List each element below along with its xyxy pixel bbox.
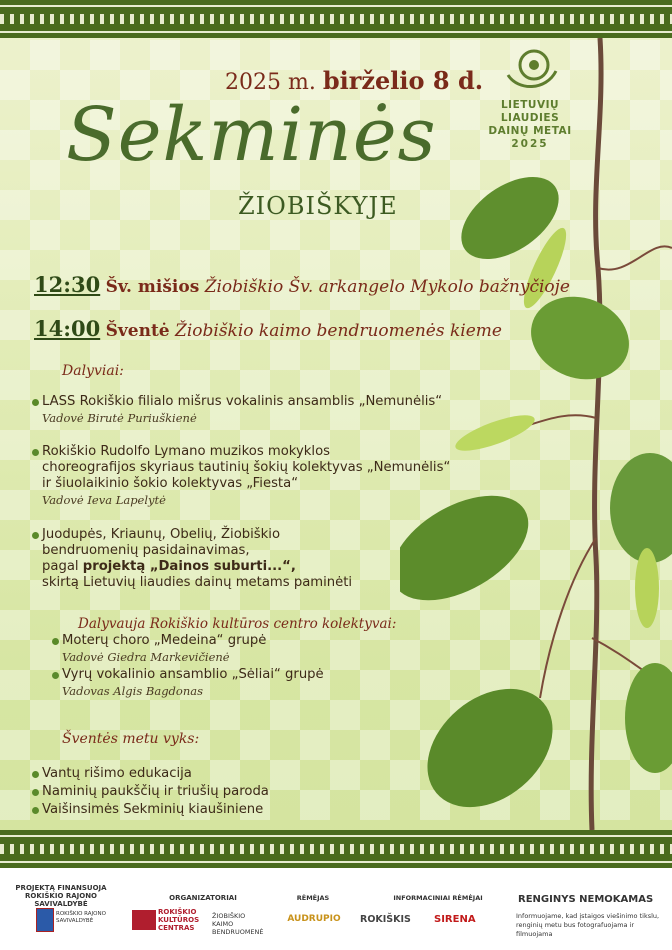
logo-line2: DAINŲ METAI: [488, 125, 572, 137]
activity-text: Vaišinsimės Sekminių kiaušiniene: [42, 802, 264, 817]
centre-item: [52, 667, 324, 699]
participant-lead: Vadovė Ieva Lapelytė: [42, 493, 166, 507]
date-day: birželio 8 d.: [322, 66, 484, 95]
participant-lead: Vadovė Birutė Puriuškienė: [42, 411, 197, 425]
funder-label: PROJEKTĄ FINANSUOJA: [15, 884, 107, 892]
participant-item: [32, 444, 450, 508]
project-name: projektą „Dainos suburti...“,: [82, 559, 296, 574]
sponsor-logo: AUDRUPIO: [287, 914, 341, 924]
centre-line: Moterų choro „Medeina“ grupė: [62, 633, 267, 648]
culture-centre-logo-icon: [132, 910, 156, 930]
event-title: Sekminės: [66, 92, 437, 178]
participant-line: LASS Rokiškio filialo mišrus vokalinis ansamblis „Nemunėlis“: [42, 394, 443, 409]
participant-item: [32, 394, 442, 426]
schedule-event: Šventė: [105, 321, 170, 341]
organizer-culture-centre: ROKIŠKIO KULTŪROS CENTRAS: [158, 908, 200, 932]
logo-line3: 2025: [511, 138, 549, 150]
bird-logo-icon: [500, 45, 560, 95]
activities-heading: Šventės metu vyks:: [62, 731, 200, 747]
media-logo-rokiskis: ROKIŠKIS: [360, 914, 411, 925]
participant-line: choreografijos skyriaus tautinių šokių kolektyvas „Nemunėlis“: [42, 460, 451, 475]
event-village: ŽIOBIŠKYJE: [238, 192, 398, 220]
bottom-ornament-band: [0, 830, 672, 868]
birch-branch-illustration: [400, 38, 672, 830]
sponsor-label: RĖMĖJAS: [296, 894, 330, 902]
activity-text: Vantų rišimo edukacija: [42, 766, 192, 781]
activity-text: Naminių paukščių ir triušių paroda: [42, 784, 269, 799]
sponsor-footer: [0, 868, 672, 950]
free-event-label: RENGINYS NEMOKAMAS: [518, 894, 654, 905]
funder-name: ROKIŠKIO RAJONO SAVIVALDYBĖ: [25, 892, 97, 908]
centre-lead: Vadovas Algis Bagdonas: [62, 684, 203, 698]
municipality-logo-text: ROKIŠKIO RAJONO SAVIVALDYBĖ: [56, 911, 106, 924]
municipality-crest-icon: [36, 908, 54, 932]
schedule-place: Žiobiškio kaimo bendruomenės kieme: [175, 321, 502, 341]
activity-item: [32, 784, 269, 800]
activity-item: [32, 766, 192, 782]
schedule-place: Žiobiškio Šv. arkangelo Mykolo bažnyčioje: [204, 277, 570, 297]
schedule-time: 12:30: [34, 272, 101, 297]
event-date: [225, 66, 483, 95]
date-year: 2025 m.: [225, 70, 316, 95]
photo-notice: Informuojame, kad įstaigos viešinimo tikslu, renginių metu bus fotografuojama ir filmuojama: [516, 912, 660, 938]
participants-heading: Dalyviai:: [62, 363, 124, 379]
schedule-item: [34, 316, 502, 341]
song-year-logo: [470, 45, 590, 151]
participant-line: skirtą Lietuvių liaudies dainų metams paminėti: [42, 575, 353, 590]
participant-item: [32, 527, 352, 591]
participant-line: pagal: [42, 559, 79, 574]
schedule-event: Šv. mišios: [105, 277, 200, 297]
schedule-time: 14:00: [34, 316, 101, 341]
participant-line: bendruomenių pasidainavimas,: [42, 543, 250, 558]
media-logo-sirena: SIRENA: [434, 914, 476, 925]
participant-line: ir šiuolaikinio šokio kolektyvas „Fiesta“: [42, 476, 299, 491]
logo-line1: LIETUVIŲ LIAUDIES: [500, 99, 560, 124]
centre-line: Vyrų vokalinio ansamblio „Sėliai“ grupė: [62, 667, 324, 682]
organizers-label: ORGANIZATORIAI: [169, 894, 237, 902]
participant-line: Juodupės, Kriaunų, Obelių, Žiobiškio: [42, 527, 281, 542]
top-ornament-band: [0, 0, 672, 38]
schedule-item: [34, 272, 570, 297]
centre-item: [52, 633, 266, 665]
centre-lead: Vadovė Giedra Markevičienė: [62, 650, 230, 664]
media-label: INFORMACINIAI RĖMĖJAI: [393, 894, 483, 902]
organizer-community: ŽIOBIŠKIO KAIMO BENDRUOMENĖ: [212, 912, 264, 936]
centre-heading: Dalyvauja Rokiškio kultūros centro kolektyvai:: [78, 616, 397, 632]
participant-line: Rokiškio Rudolfo Lymano muzikos mokyklos: [42, 444, 331, 459]
activity-item: [32, 802, 263, 818]
